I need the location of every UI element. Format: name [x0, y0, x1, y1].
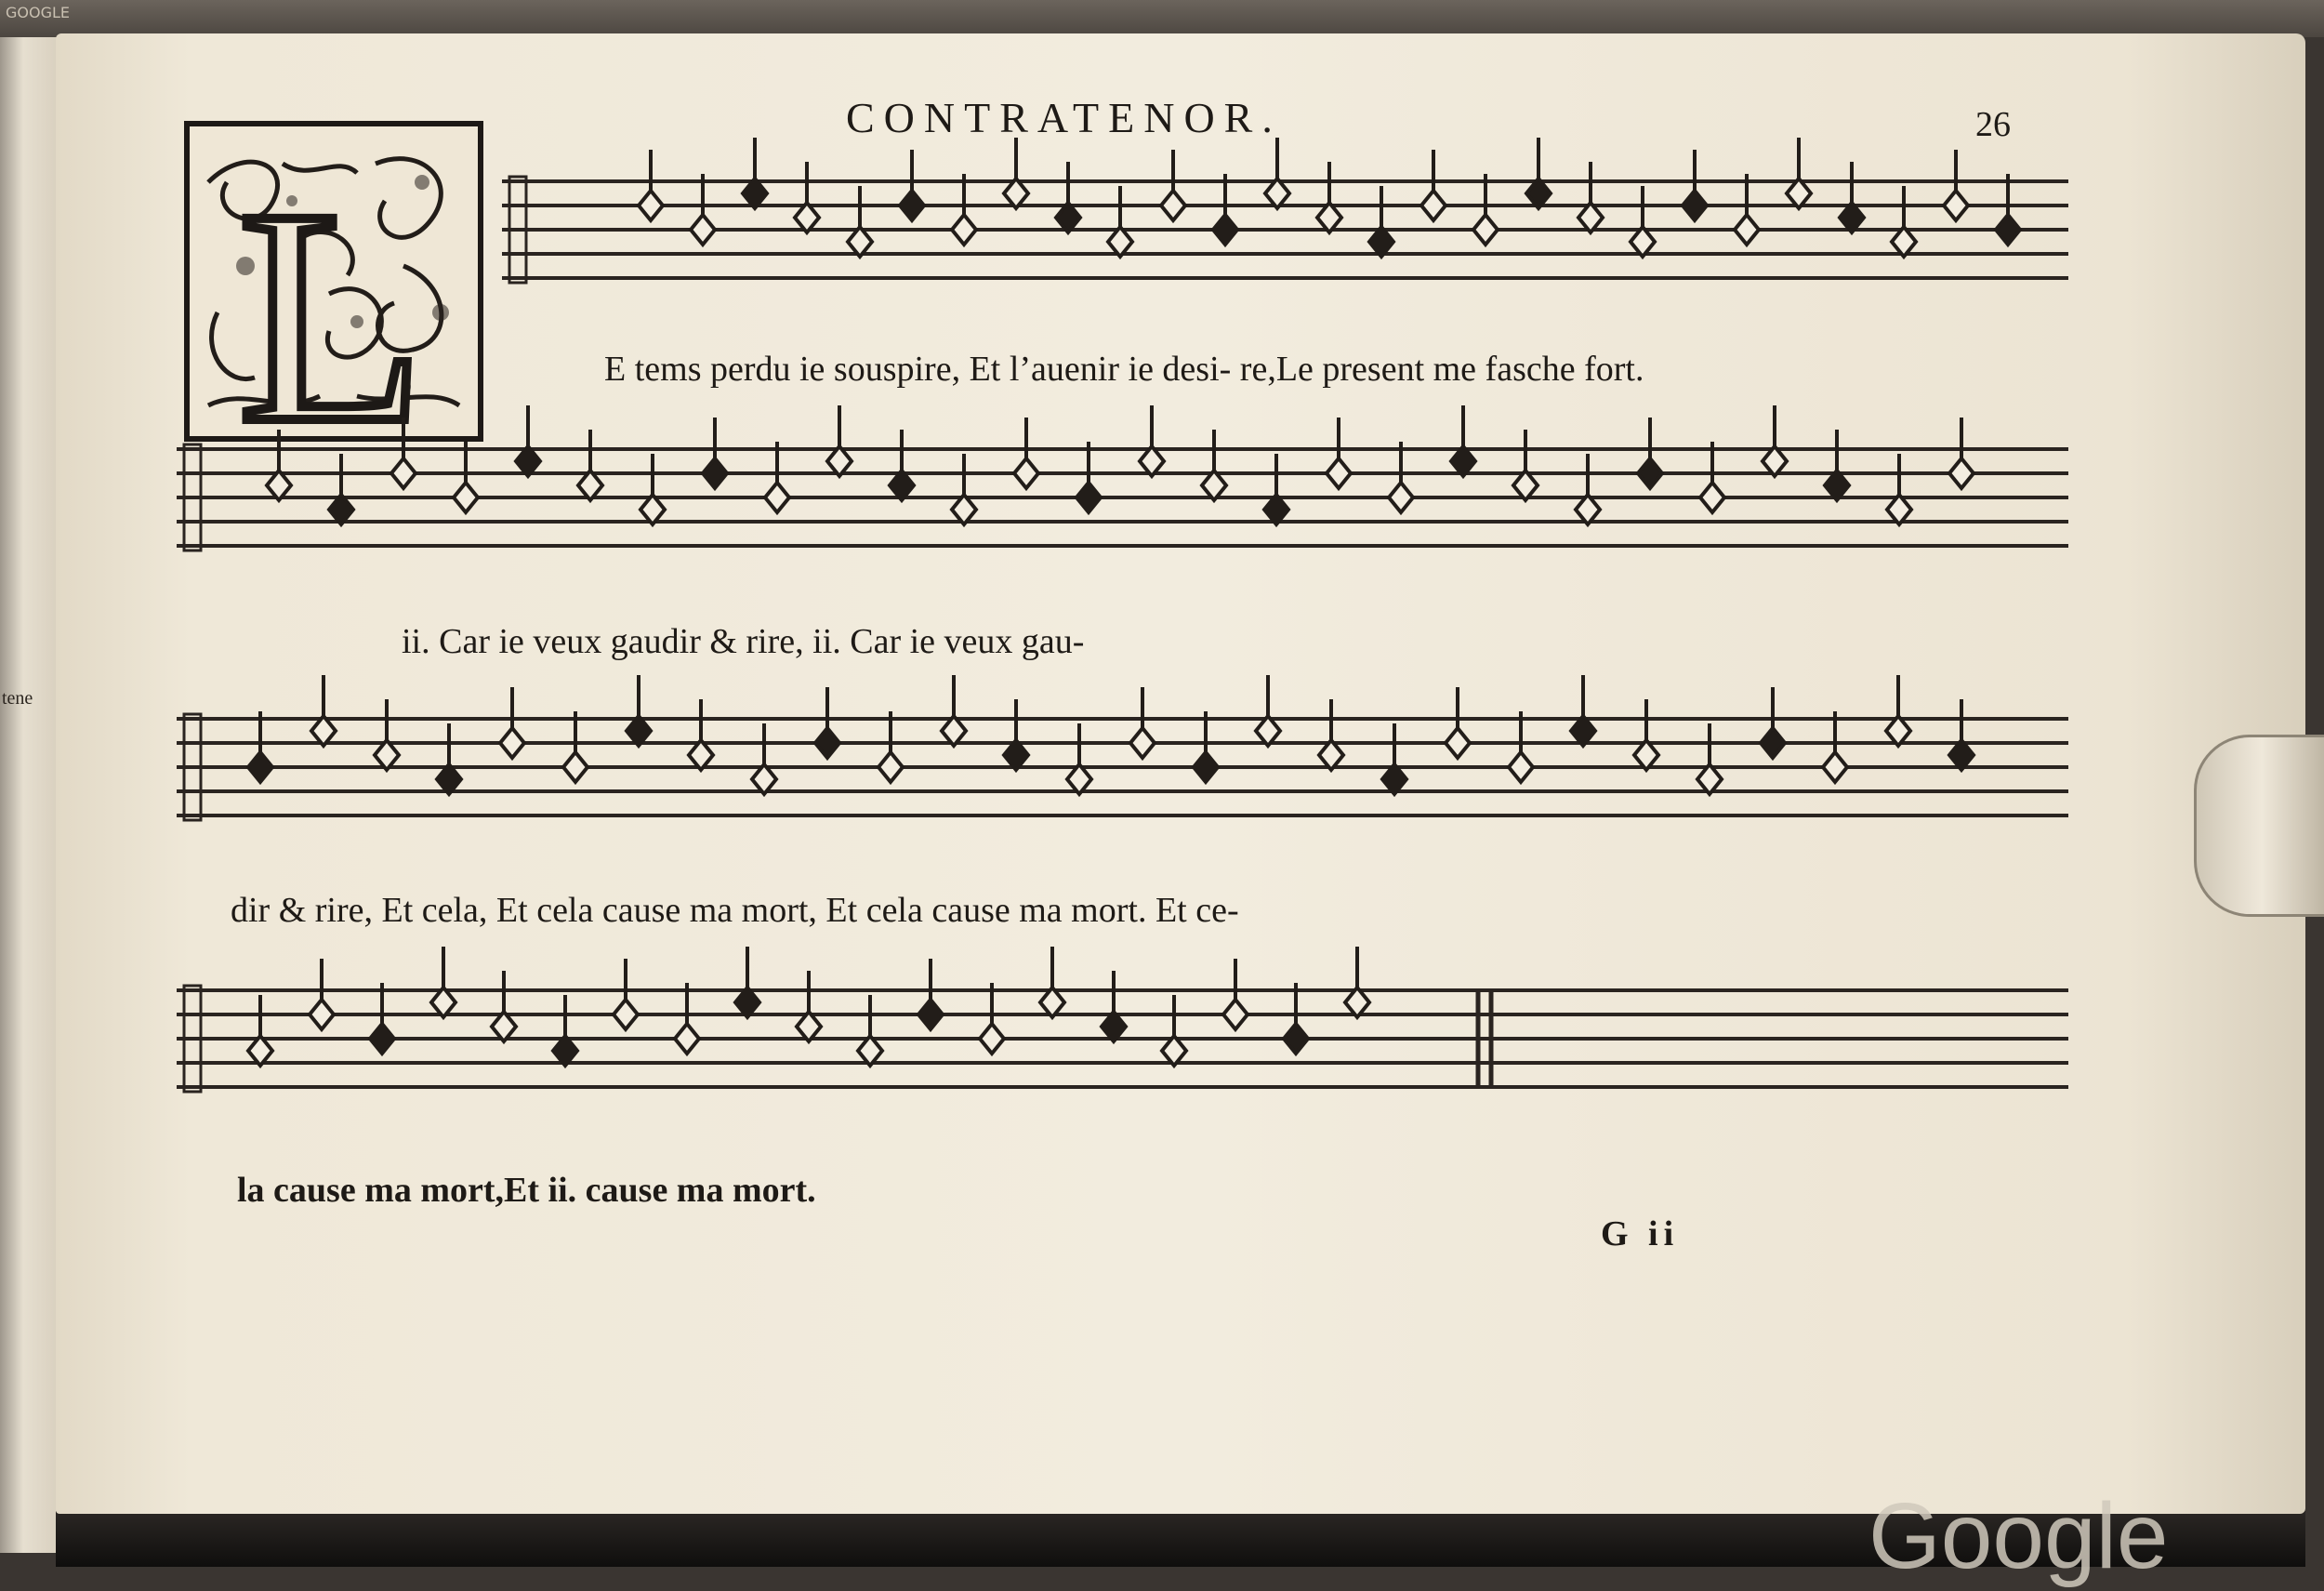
staff-line-1 — [502, 138, 2068, 283]
lyrics-line-4: la cause ma mort,Et ii. cause ma mort. — [237, 1171, 816, 1210]
note-head — [1949, 458, 1974, 488]
note-head — [1735, 215, 1759, 245]
note-head — [1389, 483, 1413, 512]
staff-line-2 — [177, 405, 2068, 550]
left-page-fragment: tene — [2, 688, 33, 709]
note-head — [815, 728, 839, 758]
signature-mark: G ii — [1601, 1214, 1680, 1253]
note-head — [1638, 458, 1662, 488]
page-number: 26 — [1975, 105, 2011, 144]
note-head — [391, 458, 416, 488]
note-head — [691, 215, 715, 245]
note-head — [1161, 191, 1185, 220]
page-title: CONTRATENOR. — [846, 94, 1282, 141]
note-head — [878, 752, 903, 782]
staff-line-4 — [177, 947, 2068, 1092]
note-head — [1473, 215, 1498, 245]
note-head — [1761, 728, 1785, 758]
note-head — [614, 1000, 638, 1029]
note-head — [1327, 458, 1351, 488]
note-head — [1223, 1000, 1248, 1029]
note-head — [500, 728, 524, 758]
note-head — [310, 1000, 334, 1029]
book-edge-label: GOOGLE — [6, 4, 71, 21]
note-head — [454, 483, 478, 512]
initial-letter: L — [238, 147, 426, 436]
watermark: Google — [1868, 1484, 2169, 1588]
note-head — [703, 458, 727, 488]
note-head — [765, 483, 789, 512]
note-head — [248, 752, 272, 782]
note-head — [1130, 728, 1155, 758]
staff-line-3 — [177, 675, 2068, 820]
note-head — [1509, 752, 1533, 782]
note-head — [952, 215, 976, 245]
note-head — [900, 191, 924, 220]
note-head — [1944, 191, 1968, 220]
note-head — [639, 191, 663, 220]
note-head — [1996, 215, 2020, 245]
note-head — [1284, 1024, 1308, 1054]
lyrics-line-2: ii. Car ie veux gaudir & rire, ii. Car ie veux gau- — [402, 622, 1085, 661]
note-head — [563, 752, 588, 782]
note-head — [370, 1024, 394, 1054]
note-head — [675, 1024, 699, 1054]
note-head — [1823, 752, 1847, 782]
lyrics-line-1: E tems perdu ie souspire, Et l’auenir ie desi- re,Le present me fasche fort. — [604, 350, 1644, 389]
note-head — [1014, 458, 1038, 488]
note-head — [1683, 191, 1707, 220]
note-head — [1194, 752, 1218, 782]
note-head — [918, 1000, 943, 1029]
lyrics-line-3: dir & rire, Et cela, Et cela cause ma mort, Et cela cause ma mort. Et ce- — [231, 891, 1239, 930]
note-head — [980, 1024, 1004, 1054]
note-head — [1700, 483, 1724, 512]
note-head — [1213, 215, 1237, 245]
note-head — [1076, 483, 1101, 512]
note-head — [1421, 191, 1446, 220]
note-head — [1446, 728, 1470, 758]
